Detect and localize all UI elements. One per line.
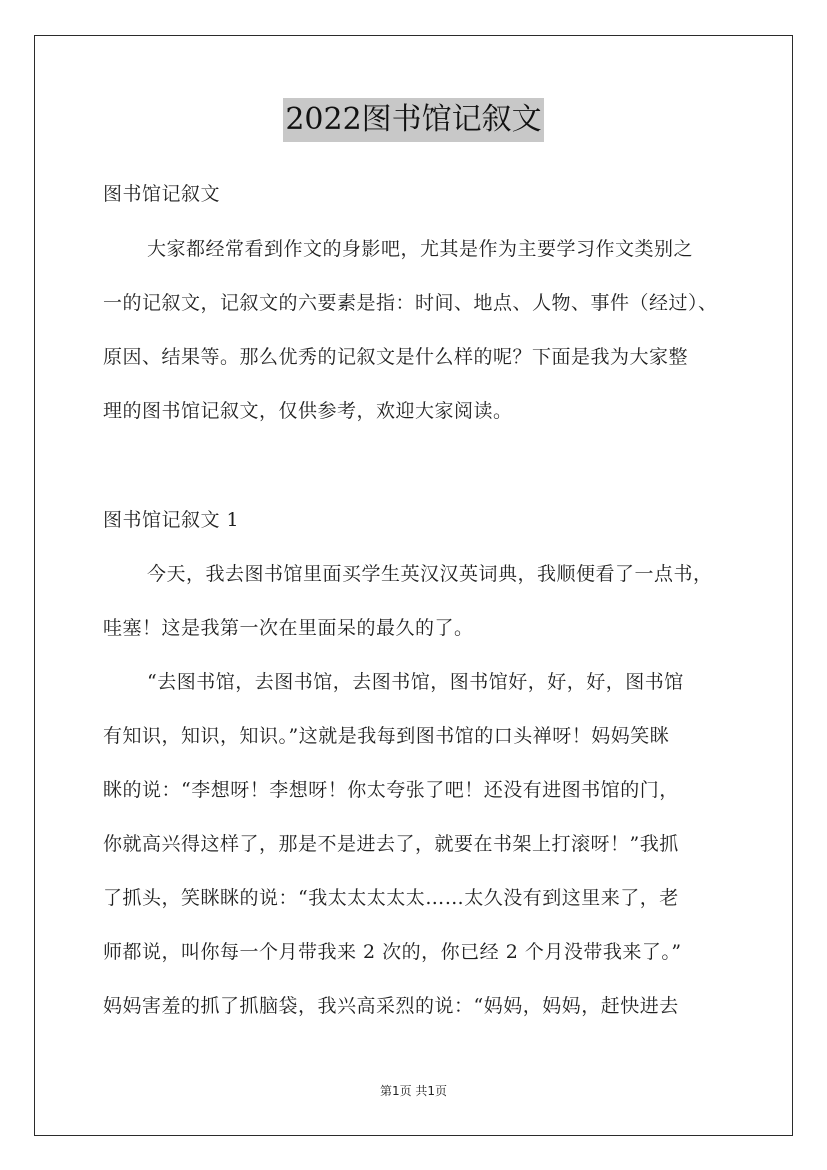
body-line: 今天，我去图书馆里面买学生英汉汉英词典，我顺便看了一点书，: [147, 563, 713, 585]
intro-line: 大家都经常看到作文的身影吧，尤其是作为主要学习作文类别之: [147, 238, 694, 260]
intro-line: 原因、结果等。那么优秀的记叙文是什么样的呢？下面是我为大家整: [103, 346, 689, 368]
body-line: 了抓头，笑眯眯的说：“我太太太太太……太久没有到这里来了，老: [103, 887, 679, 909]
body-line: 哇塞！这是我第一次在里面呆的最久的了。: [103, 617, 474, 639]
intro-line: 一的记叙文，记叙文的六要素是指：时间、地点、人物、事件（经过）、: [103, 292, 718, 314]
title-container: [0, 98, 827, 142]
intro-line: 理的图书馆记叙文，仅供参考，欢迎大家阅读。: [103, 400, 513, 422]
page-number-footer: 第1页 共1页: [379, 1084, 448, 1098]
body-line: 眯的说：“李想呀！李想呀！你太夸张了吧！还没有进图书馆的门，: [103, 779, 679, 801]
body-line: 有知识，知识，知识。”这就是我每到图书馆的口头禅呀！妈妈笑眯: [103, 725, 670, 747]
section-heading: 图书馆记叙文: [103, 183, 221, 205]
document-title: 2022图书馆记叙文: [283, 98, 543, 142]
body-line: 你就高兴得这样了，那是不是进去了，就要在书架上打滚呀！”我抓: [103, 833, 679, 855]
body-line: 妈妈害羞的抓了抓脑袋，我兴高采烈的说：“妈妈，妈妈，赶快进去: [103, 995, 679, 1017]
body-line: 师都说，叫你每一个月带我来 2 次的，你已经 2 个月没带我来了。”: [103, 941, 682, 963]
section-heading: 图书馆记叙文 1: [103, 509, 240, 531]
body-line: “去图书馆，去图书馆，去图书馆，图书馆好，好，好，图书馆: [147, 671, 684, 693]
